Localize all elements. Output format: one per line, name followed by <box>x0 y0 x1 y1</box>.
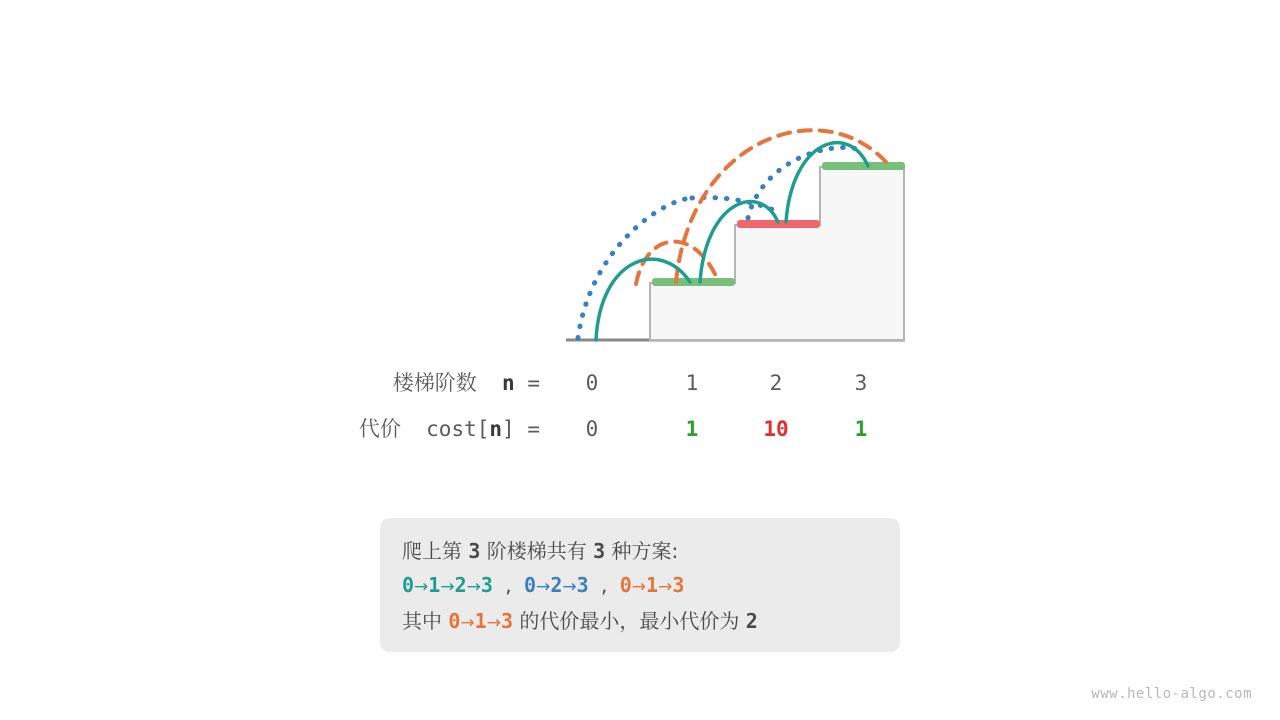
row-cost-label-cjk: 代价 <box>358 417 401 441</box>
watermark: www.hello-algo.com <box>1091 686 1252 702</box>
caption-l1-prefix: 爬上第 <box>402 539 462 563</box>
best-path-node-2: 3 <box>500 609 513 633</box>
caption-l1-n: 3 <box>468 539 481 563</box>
caption-box <box>380 518 900 652</box>
step-top-1-green <box>652 278 735 286</box>
table-row-cost <box>0 412 1280 446</box>
row-steps-label <box>393 366 540 400</box>
cost-value-2: 10 <box>763 417 789 441</box>
caption-line-1 <box>402 534 900 568</box>
row-cost-label-var: n <box>489 417 503 441</box>
path1-node-0: 0 <box>402 573 415 597</box>
path3-arrow-1: → <box>658 577 673 597</box>
cost-value-0: 0 <box>585 417 599 441</box>
path3-node-0: 0 <box>619 573 632 597</box>
path1-node-1: 1 <box>428 573 441 597</box>
caption-sep-2: , <box>601 573 608 597</box>
cost-value-1: 1 <box>685 417 699 441</box>
caption-l3-middle: 的代价最小，最小代价为 <box>519 609 740 633</box>
path-option-2 <box>524 573 595 597</box>
row-cost-label-code-pre: cost[ <box>426 417 490 441</box>
caption-l1-count: 3 <box>593 539 606 563</box>
step-top-3-green <box>822 162 905 170</box>
path-option-3 <box>620 573 685 597</box>
caption-l1-suffix: 种方案: <box>611 539 679 563</box>
best-path-node-0: 0 <box>448 609 461 633</box>
caption-l3-prefix: 其中 <box>402 609 442 633</box>
best-path-node-1: 1 <box>474 609 487 633</box>
cost-value-3: 1 <box>854 417 868 441</box>
steps-value-3: 3 <box>854 371 868 395</box>
best-path <box>448 609 519 633</box>
path2-arrow-1: → <box>562 577 577 597</box>
path1-arrow-1: → <box>440 577 455 597</box>
table-row-steps <box>0 366 1280 400</box>
path2-node-2: 3 <box>576 573 589 597</box>
caption-l1-middle: 阶楼梯共有 <box>486 539 587 563</box>
steps-value-0: 0 <box>585 371 599 395</box>
path-option-1 <box>402 573 499 597</box>
row-steps-label-cjk: 楼梯阶数 <box>392 371 477 395</box>
path1-arrow-0: → <box>414 577 429 597</box>
steps-value-2: 2 <box>769 371 783 395</box>
path3-node-1: 1 <box>646 573 659 597</box>
row-cost-label-code-post: ] <box>502 417 515 441</box>
caption-sep-1: , <box>505 573 512 597</box>
path2-arrow-0: → <box>536 577 551 597</box>
row-cost-label <box>359 412 540 446</box>
path1-arrow-2: → <box>466 577 481 597</box>
caption-l3-value: 2 <box>745 609 758 633</box>
best-path-arrow-0: → <box>460 613 475 633</box>
row-steps-label-var: n <box>502 371 515 395</box>
path2-node-1: 2 <box>550 573 563 597</box>
staircase-body <box>650 167 904 340</box>
path3-arrow-0: → <box>631 577 647 597</box>
path1-node-3: 3 <box>480 573 493 597</box>
caption-line-2 <box>402 568 900 604</box>
steps-value-1: 1 <box>685 371 699 395</box>
path2-node-0: 0 <box>524 573 537 597</box>
row-cost-label-eq: = <box>527 417 540 441</box>
best-path-arrow-1: → <box>486 613 501 633</box>
row-steps-label-eq: = <box>527 371 540 395</box>
path1-node-2: 2 <box>454 573 467 597</box>
path3-node-2: 3 <box>672 573 685 597</box>
caption-line-3 <box>402 604 900 640</box>
